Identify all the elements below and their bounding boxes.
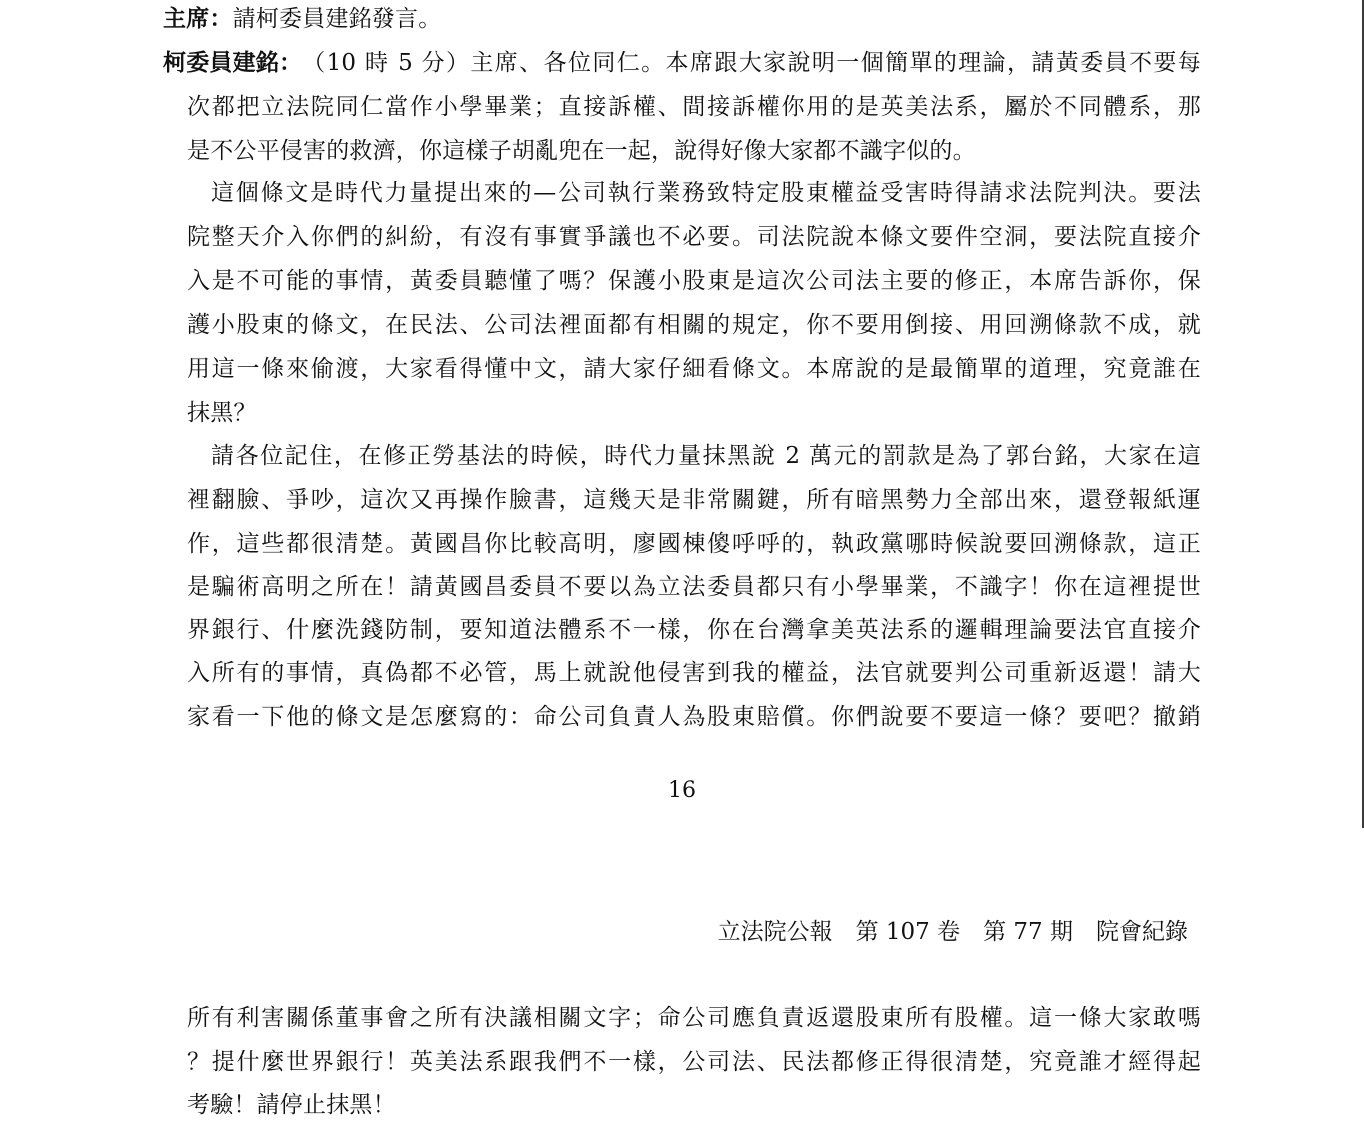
para2-line-3: 入是不可能的事情，黃委員聽懂了嗎？保護小股東是這次公司法主要的修正，本席告訴你，保 (187, 268, 1201, 294)
cont-line-3: 考驗！請停止抹黑！ (187, 1092, 396, 1118)
ko-line-1 (163, 48, 1201, 78)
para2-line-6: 抹黑？ (187, 400, 257, 426)
speaker-ko: 柯委員建銘： (163, 50, 303, 76)
para3-line-5: 界銀行、什麼洗錢防制，要知道法體系不一樣，你在台灣拿美英法系的邏輯理論要法官直接介 (187, 617, 1201, 643)
page-number: 16 (668, 778, 696, 803)
para2-line-2: 院整天介入你們的糾紛，有沒有事實爭議也不必要。司法院說本條文要件空洞，要法院直接介 (187, 224, 1201, 250)
ko-line-3: 是不公平侵害的救濟，你這樣子胡亂兜在一起，說得好像大家都不識字似的。 (187, 138, 976, 164)
cont-line-2: ？提什麼世界銀行！英美法系跟我們不一樣，公司法、民法都修正得很清楚，究竟誰才經得起 (187, 1049, 1201, 1075)
para3-line-4: 是騙術高明之所在！請黃國昌委員不要以為立法委員都只有小學畢業，不識字！你在這裡提世 (187, 574, 1201, 600)
para2-line-5: 用這一條來偷渡，大家看得懂中文，請大家仔細看條文。本席說的是最簡單的道理，究竟誰在 (187, 356, 1201, 382)
cont-line-1: 所有利害關係董事會之所有決議相關文字；命公司應負責返還股東所有股權。這一條大家敢嗎 (187, 1005, 1201, 1031)
speaker-chair: 主席： (163, 6, 233, 32)
para3-line-3: 作，這些都很清楚。黃國昌你比較高明，廖國棟傻呼呼的，執政黨哪時候說要回溯條款，這正 (187, 531, 1201, 557)
ko-text-1: （10 時 5 分）主席、各位同仁。本席跟大家說明一個簡單的理論，請黃委員不要每 (302, 50, 1201, 76)
para3-line-6: 入所有的事情，真偽都不必管，馬上就說他侵害到我的權益，法官就要判公司重新返還！請大 (187, 660, 1201, 686)
ko-line-2: 次都把立法院同仁當作小學畢業；直接訴權、間接訴權你用的是英美法系，屬於不同體系，那 (187, 94, 1201, 120)
chair-line (163, 4, 441, 34)
para3-line-1: 請各位記住，在修正勞基法的時候，時代力量抹黑說 2 萬元的罰款是為了郭台銘，大家在這 (211, 443, 1201, 469)
chair-text: 請柯委員建銘發言。 (232, 6, 442, 32)
para3-line-2: 裡翻臉、爭吵，這次又再操作臉書，這幾天是非常關鍵，所有暗黑勢力全部出來，還登報紙運 (187, 487, 1201, 513)
para2-line-4: 護小股東的條文，在民法、公司法裡面都有相關的規定，你不要用倒接、用回溯條款不成，就 (187, 312, 1201, 338)
para3-line-7: 家看一下他的條文是怎麼寫的：命公司負責人為股東賠償。你們說要不要這一條？要吧？撤銷 (187, 704, 1201, 730)
running-header: 立法院公報 第 107 卷 第 77 期 院會紀錄 (717, 919, 1188, 945)
para2-line-1: 這個條文是時代力量提出來的—公司執行業務致特定股東權益受害時得請求法院判決。要法 (211, 180, 1201, 206)
